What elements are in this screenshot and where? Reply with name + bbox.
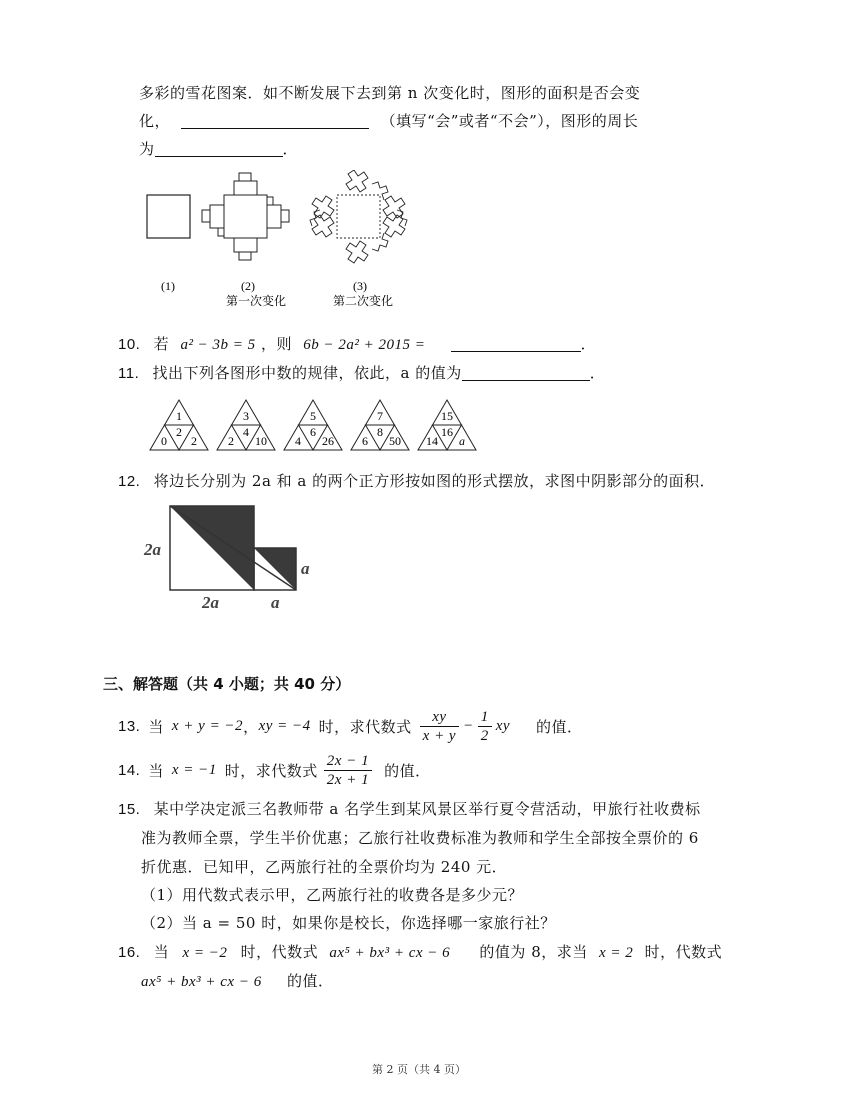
fig-label-2: (2) (241, 279, 255, 293)
q16-text-a: 当 (153, 943, 170, 961)
number-triangle (150, 400, 208, 450)
q15-line2: 准为教师全票，学生半价优惠；乙旅行社收费标准为教师和学生全部按全票价的 6 (141, 829, 699, 847)
q9-line1: 多彩的雪花图案．如不断发展下去到第 n 次变化时，图形的面积是否会变 (139, 84, 641, 102)
q13-fraction2 (478, 708, 492, 745)
triangle-middle-number: 8 (377, 425, 383, 439)
q10-expr1: a² − 3b = 5 (180, 337, 256, 353)
triangle-left-number: 6 (362, 434, 368, 448)
q13-cond2: xy = −4 (258, 717, 311, 734)
answer-blank-q10[interactable] (451, 335, 581, 352)
number-triangle (284, 400, 342, 450)
question-16-line1 (118, 941, 722, 962)
square-figure-3 (310, 170, 407, 263)
triangle-right-number: 10 (255, 434, 267, 448)
q14-text-b: 时，求代数式 (224, 761, 318, 780)
question-12 (118, 470, 715, 491)
page-footer: 第 2 页（共 4 页） (372, 1063, 466, 1076)
triangle-right-number: a (459, 434, 465, 448)
q16-cond1: x = −2 (182, 945, 228, 961)
q11-end: ． (589, 364, 606, 382)
squares-shaded-figure (140, 500, 320, 615)
q9-line2 (139, 110, 638, 131)
q11-number: 11. (118, 365, 140, 382)
q12-text: 将边长分别为 2a 和 a 的两个正方形按如图的形式摆放，求图中阴影部分的面积． (153, 472, 716, 490)
q15-line3: 折优惠．已知甲，乙两旅行社的全票价均为 240 元． (141, 858, 508, 876)
q14-text-c: 的值． (384, 761, 431, 780)
triangle-top-number: 15 (441, 409, 453, 423)
triangle-right-number: 50 (389, 434, 401, 448)
triangle-middle-number: 16 (441, 425, 453, 439)
q10-number: 10. (118, 336, 141, 353)
question-15-line1 (118, 798, 701, 819)
q10-expr2: 6b − 2a² + 2015 = (303, 337, 426, 353)
q13-frac2-denominator: 2 (480, 727, 489, 744)
fig-label-1: (1) (161, 279, 175, 293)
fig-caption-2: 第二次变化 (333, 294, 394, 308)
q16-cond2: x = 2 (599, 945, 634, 961)
q9-line2-suffix: （填写“会”或者“不会”），图形的周长 (380, 112, 639, 130)
q13-text-b: 时，求代数式 (318, 717, 412, 736)
shaded-triangle-small (254, 548, 296, 590)
q13-frac1-denominator: x + y (422, 727, 457, 744)
question-14 (118, 748, 431, 792)
label-left-2a: 2a (144, 540, 161, 559)
q14-frac-numerator: 2x − 1 (324, 752, 372, 771)
q16-end: 的值． (287, 972, 334, 990)
q14-frac-denominator: 2x + 1 (326, 771, 370, 788)
answer-blank-q11[interactable] (462, 364, 590, 381)
number-triangles (148, 398, 483, 452)
q16-text-b: 时，代数式 (240, 943, 319, 961)
label-bottom-2a: 2a (202, 593, 219, 612)
question-13 (118, 704, 583, 748)
fig-label-3: (3) (353, 279, 367, 293)
q15-number: 15. (118, 801, 141, 818)
q13-number: 13. (118, 717, 141, 735)
q14-number: 14. (118, 761, 141, 779)
shaded-triangle-large (170, 506, 254, 590)
q10-text-b: ，则 (260, 335, 292, 353)
q16-expr2: ax⁵ + bx³ + cx − 6 (141, 974, 262, 990)
q9-line3 (139, 138, 298, 159)
number-triangle (217, 400, 275, 450)
answer-blank-perimeter[interactable] (155, 140, 283, 157)
q15-sub1: （1）用代数式表示甲，乙两旅行社的收费各是多少元？ (141, 886, 524, 904)
triangle-right-number: 2 (191, 434, 197, 448)
label-bottom-a: a (271, 593, 280, 612)
triangle-right-number: 26 (322, 434, 334, 448)
q13-cond1: x + y = −2 (171, 717, 244, 734)
q10-end: ． (580, 335, 597, 353)
q13-text-a: 当 (148, 717, 164, 736)
section-3-title: 三、解答题（共 4 小题；共 40 分） (103, 675, 351, 693)
triangle-left-number: 2 (228, 434, 234, 448)
q13-tail: xy (495, 717, 511, 734)
label-right-a: a (301, 559, 310, 578)
triangle-top-number: 7 (377, 409, 383, 423)
triangle-top-number: 5 (310, 409, 316, 423)
answer-blank-area[interactable] (181, 112, 369, 129)
q9-line3-end: ． (282, 140, 299, 158)
snowflake-figures (140, 170, 430, 315)
q10-text-a: 若 (153, 335, 170, 353)
question-10 (118, 333, 596, 354)
q15-sub2: （2）当 a = 50 时，如果你是校长，你选择哪一家旅行社？ (141, 914, 556, 932)
q14-fraction (324, 752, 372, 789)
q13-fraction1 (420, 708, 459, 745)
square-figure-2 (202, 173, 289, 260)
triangle-left-number: 14 (426, 434, 438, 448)
q16-expr1: ax⁵ + bx³ + cx − 6 (329, 945, 451, 961)
q16-text-d: 时，代数式 (644, 943, 723, 961)
q9-line3-prefix: 为 (139, 140, 155, 158)
triangle-left-number: 4 (295, 434, 301, 448)
q13-comma: ， (243, 717, 259, 736)
q16-number: 16. (118, 944, 141, 961)
square-figure-1 (147, 195, 190, 238)
q12-number: 12. (118, 473, 141, 490)
q9-line2-prefix: 化， (139, 112, 171, 130)
q14-cond: x = −1 (171, 761, 217, 778)
q14-text-a: 当 (148, 761, 164, 780)
q15-line1: 某中学决定派三名教师带 a 名学生到某风景区举行夏令营活动，甲旅行社收费标 (153, 800, 701, 818)
triangle-middle-number: 4 (243, 425, 249, 439)
q13-text-c: 的值． (536, 717, 583, 736)
q13-frac2-numerator: 1 (478, 708, 492, 727)
triangle-left-number: 0 (161, 434, 167, 448)
number-triangle (351, 400, 409, 450)
triangle-top-number: 1 (176, 409, 182, 423)
q16-text-c: 的值为 8，求当 (479, 943, 588, 961)
fig-caption-1: 第一次变化 (226, 294, 287, 308)
triangle-top-number: 3 (243, 409, 249, 423)
question-16-line2 (141, 970, 334, 991)
q11-text: 找出下列各图形中数的规律，依此，a 的值为 (152, 364, 462, 382)
number-triangle (418, 400, 476, 450)
q13-frac1-numerator: xy (420, 708, 459, 727)
triangle-middle-number: 2 (176, 425, 182, 439)
q13-minus: − (463, 717, 474, 734)
question-11 (118, 362, 605, 383)
triangle-middle-number: 6 (310, 425, 316, 439)
